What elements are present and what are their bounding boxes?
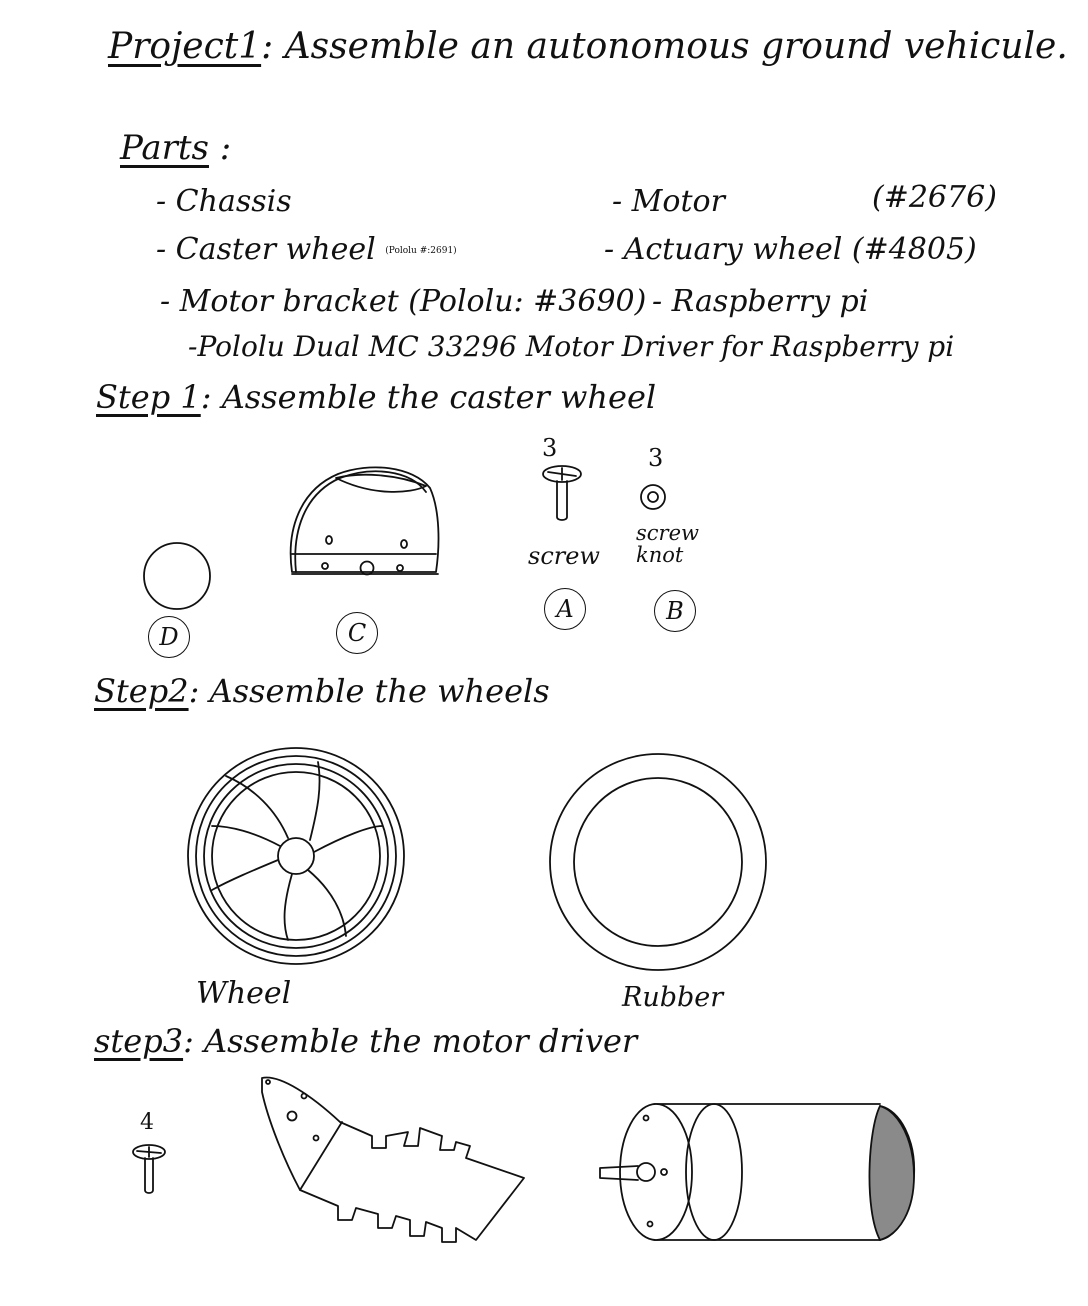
- motor-bracket-icon: [262, 1078, 524, 1242]
- step-3-text: : Assemble the motor driver: [183, 1022, 638, 1060]
- wheel-hub-icon: [188, 748, 404, 964]
- part-item-text: - Actuary wheel (#4805): [604, 232, 977, 267]
- screw-icon: [543, 466, 581, 520]
- step-3-label: step3: [94, 1022, 184, 1060]
- part-item-text: - Chassis: [156, 184, 292, 219]
- bracket-screw-icon: [133, 1145, 165, 1193]
- nut-icon: [641, 485, 665, 509]
- nut-label: screw knot: [636, 521, 699, 567]
- part-item-text: - Raspberry pi: [652, 284, 869, 319]
- project-label: Project1: [108, 26, 262, 67]
- rubber-tire-icon: [550, 754, 766, 970]
- label-b: B: [654, 590, 696, 632]
- bracket-screw-count: 4: [140, 1110, 154, 1135]
- part-item-full: -Pololu Dual MC 33296 Motor Driver for Raspberry pi: [188, 330, 955, 363]
- parts-heading-colon: :: [219, 128, 232, 168]
- part-item-text: - Caster wheel: [156, 232, 376, 267]
- step-1-text: : Assemble the caster wheel: [200, 378, 657, 416]
- label-c: C: [336, 612, 378, 654]
- part-item-note: (Pololu #:2691): [385, 246, 457, 256]
- caster-housing-icon: [291, 467, 439, 574]
- screw-label: screw: [528, 542, 600, 570]
- part-item-note: (#2676): [872, 180, 997, 215]
- step-1-label: Step 1: [96, 378, 201, 416]
- project-description: : Assemble an autonomous ground vehicule.: [261, 26, 1068, 67]
- label-a: A: [544, 588, 586, 630]
- step-2-label: Step2: [94, 672, 189, 710]
- part-item-text: - Motor bracket (Pololu: #3690): [160, 284, 647, 319]
- nut-count: 3: [648, 444, 664, 472]
- parts-heading-label: Parts: [120, 128, 209, 168]
- step-2-text: : Assemble the wheels: [188, 672, 550, 710]
- label-d: D: [148, 616, 190, 658]
- screw-count: 3: [542, 434, 558, 462]
- rubber-label: Rubber: [622, 982, 724, 1013]
- part-item-text: - Motor: [612, 184, 725, 219]
- motor-icon: [600, 1104, 914, 1240]
- caster-ball-icon: [144, 543, 210, 609]
- wheel-label: Wheel: [196, 976, 292, 1011]
